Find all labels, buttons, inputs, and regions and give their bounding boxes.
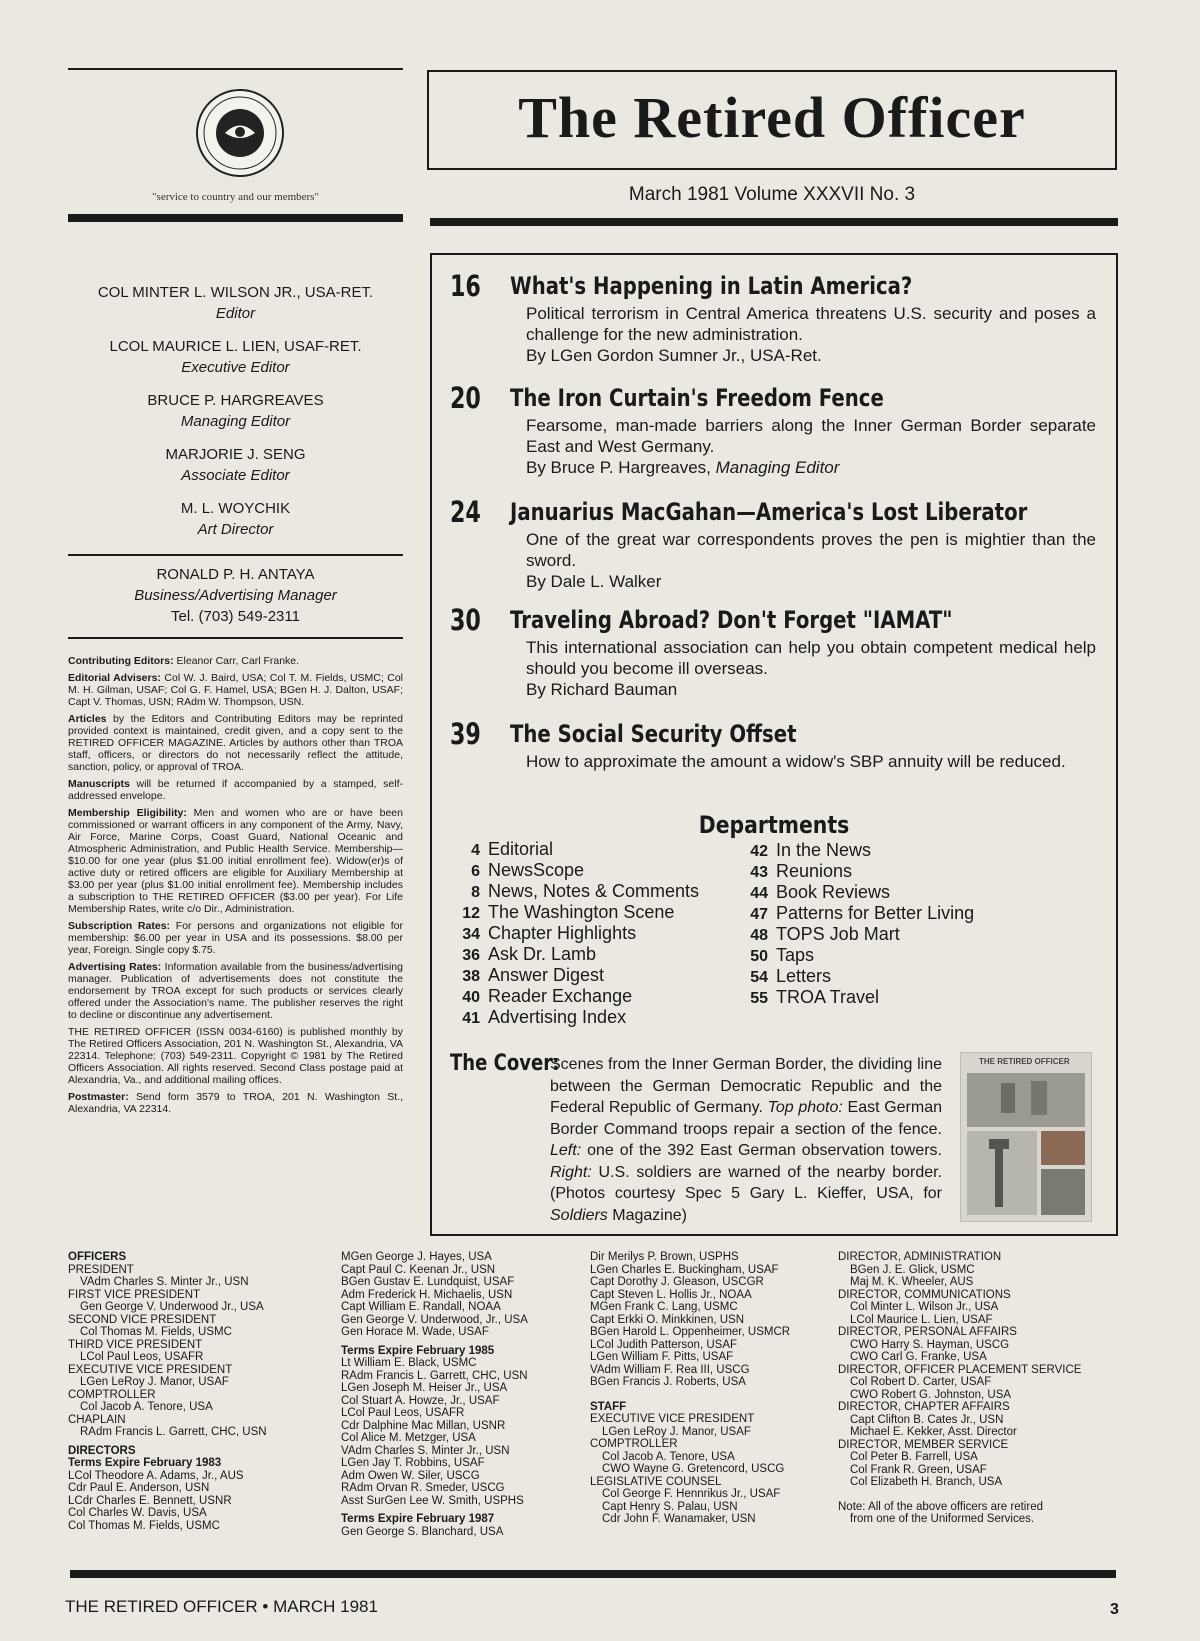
business-name: RONALD P. H. ANTAYA <box>156 566 315 583</box>
officer-line: Cdr Paul E. Anderson, USN <box>68 1482 210 1494</box>
officer-line: COMPTROLLER <box>590 1438 678 1450</box>
article-description: One of the great war correspondents proves the pen is mightier than the sword. By Dale L. Walker <box>526 530 1096 591</box>
cover-thumbnail[interactable] <box>960 1052 1092 1222</box>
staff-role: Managing Editor <box>180 413 291 430</box>
article-byline: By Richard Bauman <box>526 680 678 699</box>
fine-print-paragraph: Subscription Rates: For persons and organizations not eligible for membership: $6.00 per year in USA and its possessions. $8.00 per year, Foreign. Single copy $.75. <box>68 920 403 956</box>
staff-name: M. L. WOYCHIK <box>180 500 291 517</box>
departments-heading: Departments <box>698 811 850 839</box>
officer-line: Adm Owen W. Siler, USCG <box>341 1469 480 1482</box>
staff-entry <box>68 336 403 378</box>
officer-line: Dir Merilys P. Brown, USPHS <box>590 1251 739 1263</box>
article-page-number: 20 <box>450 381 481 415</box>
officer-line: BGen Francis J. Roberts, USA <box>590 1376 746 1388</box>
cover-description: Scenes from the Inner German Border, the dividing line between the German Democratic Republic and the Federal Republic of Germany. Top photo: East German Border Command troops repair a section of the fence. Left: one of the 392 East German observation towers. Right: U.S. soldiers are warned of the nearby border. (Photos courtesy Spec 5 Gary L. Kieffer, USA, for Soldiers Magazine) <box>550 1056 943 1224</box>
officers-heading: Terms Expire February 1987 <box>341 1513 495 1525</box>
officer-line: LCol Maurice L. Lien, USAF <box>850 1313 993 1326</box>
business-divider <box>68 637 403 639</box>
article-page-number: 39 <box>450 717 481 751</box>
officer-line: Col Jacob A. Tenore, USA <box>602 1450 735 1463</box>
staff-entry <box>68 282 403 324</box>
officer-line: Adm Frederick H. Michaelis, USN <box>341 1288 513 1301</box>
article-entry[interactable] <box>450 381 1096 481</box>
officer-line: LCol Paul Leos, USAFR <box>80 1351 204 1363</box>
department-item[interactable]: 8 News, Notes & Comments <box>471 881 700 901</box>
fine-print-paragraph: Editorial Advisers: Col W. J. Baird, USA; Col T. M. Fields, USMC; Col M. H. Gilman, USAF; Col G. F. Hamel, USA; BGen H. J. Dalton, USAF; Capt V. Thomas, USN; RAdm W. Thompson, USN. <box>68 672 404 708</box>
officer-line: from one of the Uniformed Services. <box>850 1513 1035 1525</box>
fine-print <box>68 655 403 1120</box>
fine-print-paragraph: Contributing Editors: Eleanor Carr, Carl Franke. <box>68 655 300 667</box>
article-entry[interactable] <box>450 269 1096 369</box>
officer-line: Asst SurGen Lee W. Smith, USPHS <box>341 1494 524 1507</box>
officers-heading: STAFF <box>590 1400 627 1413</box>
association-seal-icon <box>195 88 285 178</box>
department-item[interactable]: 40 Reader Exchange <box>462 986 633 1006</box>
officer-line: DIRECTOR, OFFICER PLACEMENT SERVICE <box>838 1363 1082 1376</box>
officer-line: Capt Steven L. Hollis Jr., NOAA <box>590 1288 752 1301</box>
department-item[interactable]: 55 TROA Travel <box>750 987 880 1007</box>
officers-heading: DIRECTORS <box>68 1444 136 1457</box>
officer-line: DIRECTOR, MEMBER SERVICE <box>838 1438 1009 1451</box>
officer-line: Col Thomas M. Fields, USMC <box>80 1326 232 1338</box>
article-byline: By Dale L. Walker <box>526 572 662 591</box>
masthead-bar-left <box>68 214 403 222</box>
officer-line: SECOND VICE PRESIDENT <box>68 1313 217 1326</box>
staff-divider <box>68 554 403 556</box>
article-description: Fearsome, man-made barriers along the Inner German Border separate East and West Germany. By Bruce P. Hargreaves, Managing Editor <box>526 416 1096 477</box>
article-title[interactable]: What's Happening in Latin America? <box>510 272 913 300</box>
page-number: 3 <box>1110 1601 1119 1618</box>
department-item[interactable]: 38 Answer Digest <box>462 965 605 985</box>
officer-line: LGen Charles E. Buckingham, USAF <box>590 1263 779 1276</box>
officer-line: CHAPLAIN <box>68 1413 126 1426</box>
officer-line: Capt Henry S. Palau, USN <box>602 1500 738 1513</box>
officer-line: Capt Paul C. Keenan Jr., USN <box>341 1263 496 1276</box>
fine-print-paragraph: Membership Eligibility: Men and women who are or have been commissioned or warrant officers in any component of the Army, Navy, Air Force, Marine Corps, Coast Guard, National Oceanic and Atmospheric Administration, and Public Health Service. Membership—$10.00 for one year (plus $1.00 initial enrollment fee). Widow(er)s of active duty or retired officers are eligible for Auxiliary Membership at $3.00 per year (plus $1.00 initial enrollment fee). Membership includes a subscription to THE RETIRED OFFICER ($3.00 per year). For Life Membership Rates, write c/o Dir., Administration. <box>68 807 403 915</box>
officer-line: BGen Harold L. Oppenheimer, USMCR <box>590 1326 791 1338</box>
staff-list <box>68 282 403 540</box>
officer-line: Gen Horace M. Wade, USAF <box>341 1326 489 1338</box>
officer-line: LGen Jay T. Robbins, USAF <box>341 1457 485 1469</box>
department-item[interactable]: 47 Patterns for Better Living <box>750 903 975 923</box>
department-item[interactable]: 6 NewsScope <box>471 860 585 880</box>
officer-line: Col George F. Hennrikus Jr., USAF <box>602 1488 781 1500</box>
officer-line: LGen LeRoy J. Manor, USAF <box>602 1425 751 1438</box>
officer-line: Michael E. Kekker, Asst. Director <box>850 1426 1017 1438</box>
officer-line: LGen LeRoy J. Manor, USAF <box>80 1376 229 1388</box>
officer-line: VAdm Charles S. Minter Jr., USN <box>80 1276 249 1288</box>
cover-label: The Cover: <box>450 1051 560 1076</box>
department-item[interactable]: 12 The Washington Scene <box>462 902 675 922</box>
officers-heading: Terms Expire February 1985 <box>341 1344 495 1357</box>
department-item[interactable]: 36 Ask Dr. Lamb <box>462 944 597 964</box>
footer-title: THE RETIRED OFFICER • MARCH 1981 <box>65 1597 378 1616</box>
officers-column <box>68 1251 267 1532</box>
officer-line: THIRD VICE PRESIDENT <box>68 1338 203 1351</box>
masthead-bar-right <box>430 218 1118 226</box>
officers-heading: OFFICERS <box>68 1251 127 1263</box>
business-phone: Tel. (703) 549-2311 <box>171 608 300 625</box>
officers-column <box>838 1251 1081 1526</box>
officer-line: CWO Carl G. Franke, USA <box>850 1351 987 1363</box>
departments-right <box>746 840 974 1008</box>
article-byline: By Bruce P. Hargreaves, Managing Editor <box>526 458 840 477</box>
article-description: How to approximate the amount a widow's SBP annuity will be reduced. <box>526 752 1066 771</box>
staff-role: Executive Editor <box>181 359 290 376</box>
officer-line: RAdm Francis L. Garrett, CHC, USN <box>341 1369 528 1382</box>
officer-line: Col Charles W. Davis, USA <box>68 1507 207 1519</box>
cover-photo-icon <box>961 1053 1091 1221</box>
officer-line: Capt Clifton B. Cates Jr., USN <box>850 1413 1004 1426</box>
officer-line: CWO Harry S. Hayman, USCG <box>850 1338 1010 1351</box>
article-page-number: 24 <box>450 495 481 529</box>
staff-name: MARJORIE J. SENG <box>165 446 306 463</box>
officer-line: Capt William E. Randall, NOAA <box>341 1301 501 1313</box>
title-box <box>427 70 1117 170</box>
article-entry[interactable] <box>450 495 1096 595</box>
business-manager <box>68 564 403 627</box>
officers-column <box>341 1251 528 1538</box>
staff-role: Art Director <box>197 521 274 538</box>
article-description: Political terrorism in Central America threatens U.S. security and poses a challenge for the new administration. By LGen Gordon Sumner Jr., USA-Ret. <box>526 304 1096 365</box>
officer-line: BGen J. E. Glick, USMC <box>850 1263 975 1276</box>
issue-line: March 1981 Volume XXXVII No. 3 <box>628 184 916 205</box>
fine-print-paragraph: THE RETIRED OFFICER (ISSN 0034-6160) is published monthly by The Retired Officers Association, 201 N. Washington St., Alexandria, VA 22314. Telephone: (703) 549-2311. Copyright © 1981 by The Retired Officers Association. All rights reserved. Second Class postage paid at Alexandria, Va., and additional mailing offices. <box>68 1026 403 1086</box>
article-description: This international association can help you obtain competent medical help should you become ill overseas. By Richard Bauman <box>526 638 1096 699</box>
article-title[interactable]: The Iron Curtain's Freedom Fence <box>510 384 884 412</box>
officer-line: MGen Frank C. Lang, USMC <box>590 1301 738 1313</box>
officer-line: Col Alice M. Metzger, USA <box>341 1432 476 1444</box>
officer-line: Gen George V. Underwood Jr., USA <box>80 1301 264 1313</box>
officer-line: RAdm Francis L. Garrett, CHC, USN <box>80 1426 267 1438</box>
staff-role: Associate Editor <box>181 467 290 484</box>
officer-line: DIRECTOR, PERSONAL AFFAIRS <box>838 1326 1017 1338</box>
department-item[interactable]: 43 Reunions <box>750 861 853 881</box>
departments-left <box>446 839 699 1028</box>
officer-line: Col Thomas M. Fields, USMC <box>68 1519 220 1532</box>
officer-line: Capt Dorothy J. Gleason, USCGR <box>590 1276 764 1288</box>
staff-name: COL MINTER L. WILSON JR., USA-RET. <box>97 284 374 301</box>
officer-line: MGen George J. Hayes, USA <box>341 1251 492 1263</box>
officer-line: LGen Joseph M. Heiser Jr., USA <box>341 1382 508 1394</box>
staff-name: LCOL MAURICE L. LIEN, USAF-RET. <box>109 338 362 355</box>
cover-thumbnail-title: THE RETIRED OFFICER <box>979 1057 1070 1066</box>
fine-print-paragraph: Articles by the Editors and Contributing Editors may be reprinted provided context is maintained, credit given, and a copy sent to the RETIRED OFFICER MAGAZINE. Articles by authors other than TROA staff, officers, or directors do not necessarily reflect the attitude, sanction, policy, or approval of TROA. <box>68 713 403 773</box>
officer-line: LEGISLATIVE COUNSEL <box>590 1475 722 1488</box>
officer-line: PRESIDENT <box>68 1263 134 1276</box>
officer-line: DIRECTOR, COMMUNICATIONS <box>838 1288 1011 1301</box>
fine-print-paragraph: Postmaster: Send form 3579 to TROA, 201 N. Washington St., Alexandria, VA 22314. <box>68 1091 403 1115</box>
officer-line: Col Robert D. Carter, USAF <box>850 1376 992 1388</box>
article-title[interactable]: Traveling Abroad? Don't Forget "IAMAT" <box>510 606 953 634</box>
fine-print-paragraph: Manuscripts will be returned if accompanied by a stamped, self-addressed envelope. <box>68 778 403 802</box>
staff-role: Editor <box>215 305 256 322</box>
officer-line: CWO Wayne G. Gretencord, USCG <box>602 1463 785 1475</box>
motto: "service to country and our members" <box>152 191 319 203</box>
contents-box <box>430 253 1118 1236</box>
department-item[interactable]: 41 Advertising Index <box>462 1007 627 1027</box>
officer-line: LCol Judith Patterson, USAF <box>590 1338 738 1351</box>
officer-line: COMPTROLLER <box>68 1388 156 1401</box>
article-title[interactable]: The Social Security Offset <box>510 720 797 748</box>
article-entry[interactable] <box>450 603 1096 703</box>
officer-line: BGen Gustav E. Lundquist, USAF <box>341 1276 515 1288</box>
staff-entry <box>68 444 403 486</box>
officer-line: Col Peter B. Farrell, USA <box>850 1451 978 1463</box>
department-item[interactable]: 44 Book Reviews <box>750 882 891 902</box>
top-rule-left <box>68 68 403 70</box>
officer-line: Gen George V. Underwood, Jr., USA <box>341 1313 528 1326</box>
staff-entry <box>68 498 403 540</box>
officer-line: LGen William F. Pitts, USAF <box>590 1351 734 1363</box>
officers-column <box>590 1251 790 1526</box>
officer-line: Lt William E. Black, USMC <box>341 1357 477 1369</box>
officer-line: FIRST VICE PRESIDENT <box>68 1288 201 1301</box>
department-item[interactable]: 34 Chapter Highlights <box>462 923 637 943</box>
officer-line: DIRECTOR, ADMINISTRATION <box>838 1251 1002 1263</box>
officer-line: Col Stuart A. Howze, Jr., USAF <box>341 1394 500 1407</box>
article-title[interactable]: Januarius MacGahan—America's Lost Liberator <box>510 498 1028 526</box>
officer-line: Gen George S. Blanchard, USA <box>341 1525 504 1538</box>
officer-line: RAdm Orvan R. Smeder, USCG <box>341 1482 505 1494</box>
department-item[interactable]: 48 TOPS Job Mart <box>750 924 900 944</box>
officer-line: Col Frank R. Green, USAF <box>850 1463 987 1476</box>
officer-line: Maj M. K. Wheeler, AUS <box>850 1276 974 1288</box>
business-role: Business/Advertising Manager <box>134 587 337 604</box>
officer-line: VAdm Charles S. Minter Jr., USN <box>341 1444 510 1457</box>
department-item[interactable]: 50 Taps <box>750 945 815 965</box>
staff-name: BRUCE P. HARGREAVES <box>147 392 324 409</box>
officer-line: VAdm William F. Rea III, USCG <box>590 1363 750 1376</box>
footer-bar <box>70 1570 1116 1578</box>
department-item[interactable]: 42 In the News <box>750 840 872 860</box>
officer-line: CWO Robert G. Johnston, USA <box>850 1388 1012 1401</box>
article-byline: By LGen Gordon Sumner Jr., USA-Ret. <box>526 346 822 365</box>
article-page-number: 30 <box>450 603 481 637</box>
officer-line: Col Elizabeth H. Branch, USA <box>850 1476 1003 1488</box>
officer-line: LCdr Charles E. Bennett, USNR <box>68 1494 232 1507</box>
officer-line: LCol Paul Leos, USAFR <box>341 1407 465 1419</box>
article-entry[interactable] <box>450 717 1096 797</box>
officer-line: EXECUTIVE VICE PRESIDENT <box>590 1413 755 1425</box>
officer-line: Note: All of the above officers are retired <box>838 1500 1043 1513</box>
officer-line: Col Jacob A. Tenore, USA <box>80 1401 213 1413</box>
officer-line: Cdr John F. Wanamaker, USN <box>602 1513 756 1525</box>
officer-line: EXECUTIVE VICE PRESIDENT <box>68 1363 233 1376</box>
magazine-title: The Retired Officer <box>518 85 1026 150</box>
department-item[interactable]: 54 Letters <box>750 966 832 986</box>
officers-heading: Terms Expire February 1983 <box>68 1457 222 1469</box>
staff-entry <box>68 390 403 432</box>
officer-line: Cdr Dalphine Mac Millan, USNR <box>341 1419 506 1432</box>
officer-line: LCol Theodore A. Adams, Jr., AUS <box>68 1469 244 1482</box>
article-page-number: 16 <box>450 269 481 303</box>
department-item[interactable]: 4 Editorial <box>471 839 554 859</box>
officer-line: Capt Erkki O. Minkkinen, USN <box>590 1313 745 1326</box>
officer-line: DIRECTOR, CHAPTER AFFAIRS <box>838 1401 1010 1413</box>
officer-line: Col Minter L. Wilson Jr., USA <box>850 1301 999 1313</box>
fine-print-paragraph: Advertising Rates: Information available from the business/advertising manager. Publication of advertisements does not constitute the endorsement by TROA except for such products or services clearly offered under the Association's name. The publisher reserves the right to decline or discontinue any advertisement. <box>68 961 403 1021</box>
